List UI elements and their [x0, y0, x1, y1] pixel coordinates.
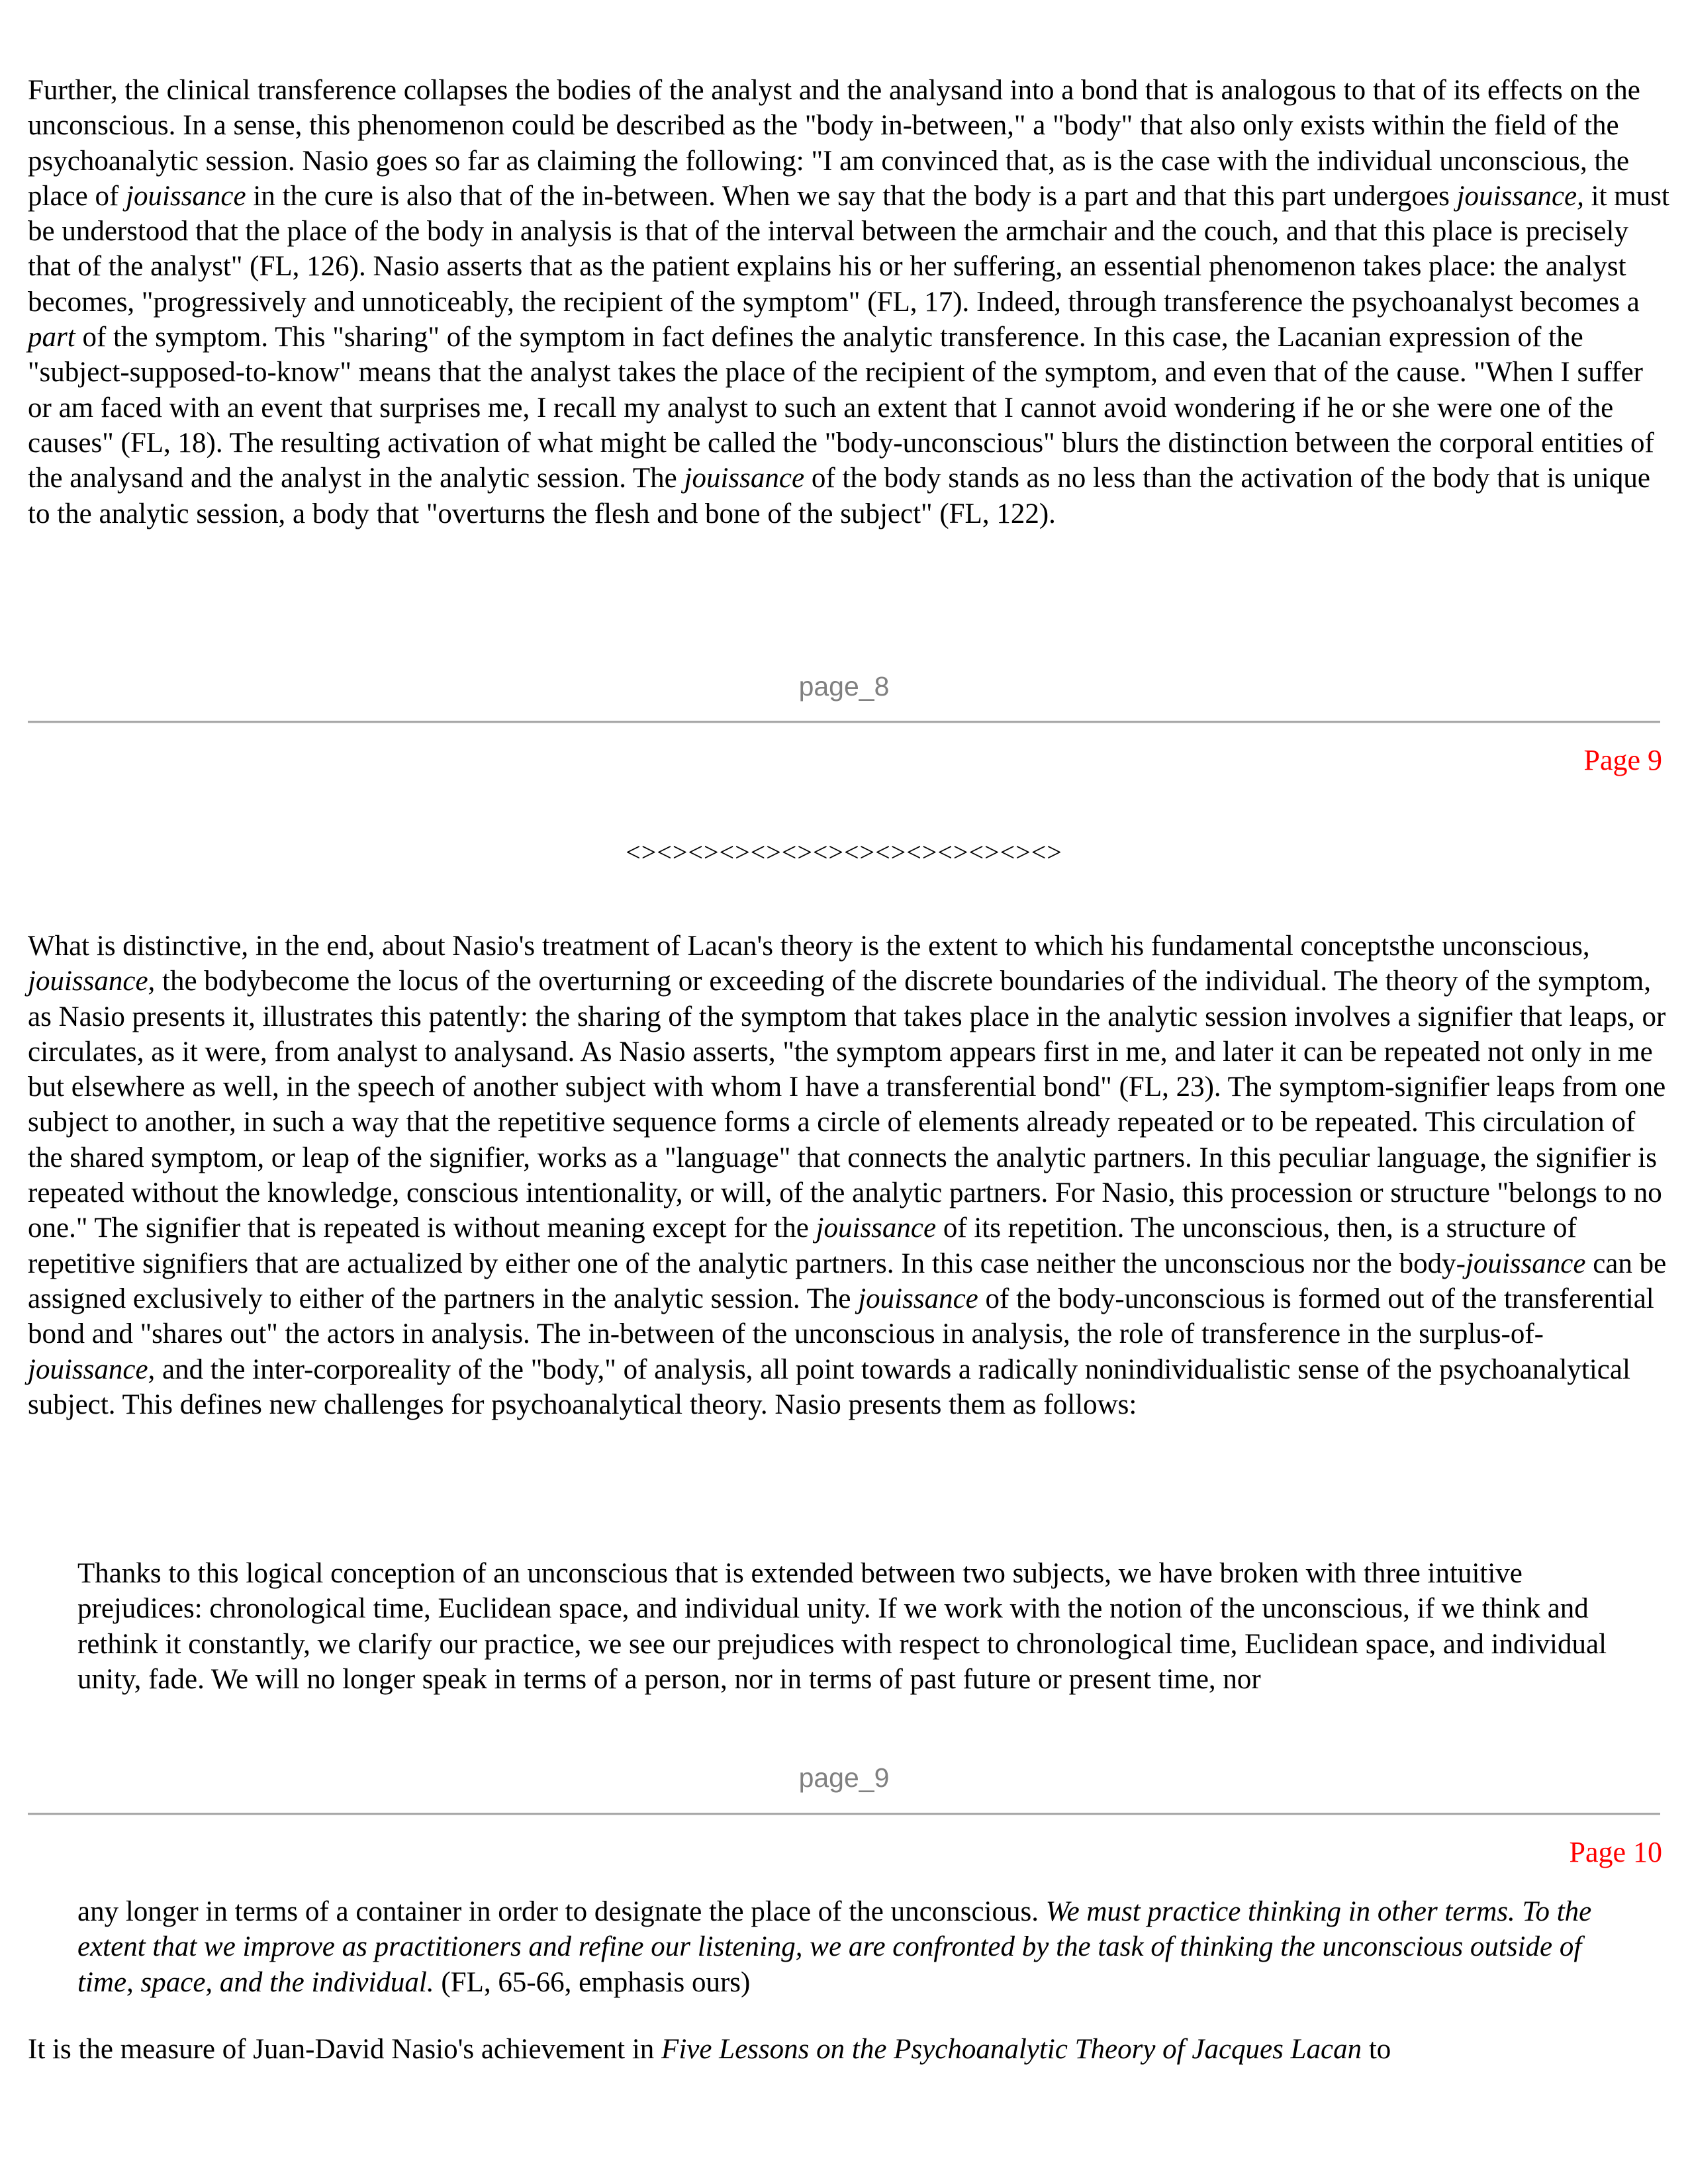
- page-marker: Page 9: [1583, 744, 1662, 776]
- text-run: It is the measure of Juan-David Nasio's achievement in: [28, 2034, 662, 2065]
- page-footer-label: page_9: [798, 1762, 890, 1793]
- italic-run: jouissance: [1465, 1248, 1586, 1279]
- block-quote-continued: [77, 1894, 1620, 2000]
- section-ornament: <><><><><><><><><><><><><><>: [626, 837, 1062, 867]
- text-run: of its repetition. The unconscious, then, is a structure of repetitive signifiers that are actualized by either one of the analytic partners. In this case neither the unconscious nor the body-: [28, 1212, 1577, 1279]
- italic-run: jouissance: [858, 1283, 978, 1314]
- page-marker: Page 10: [1569, 1836, 1662, 1868]
- text-run: the bodybecome the locus of the overturning or exceeding of the discrete boundaries of the individual. The theory of the symptom, as Nasio presents it, illustrates this patently: the sharing of the symptom that takes place in the analytic session involves a signifier that leaps, or circulates, as it were, from analyst to analysand. As Nasio asserts, "the symptom appears first in me, and later it can be repeated not only in me but elsewhere as well, in the speech of another subject with whom I have a transferential bond" (FL, 23). The symptom-signifier leaps from one subject to another, in such a way that the repetitive sequence forms a circle of elements already repeated or to be repeated. This circulation of the shared symptom, or leap of the signifier, works as a "language" that connects the analytic partners. In this peculiar language, the signifier is repeated without the knowledge, conscious intentionality, or will, of the analytic partners. For Nasio, this procession or structure "belongs to no one." The signifier that is repeated is without meaning except for the: [28, 966, 1666, 1244]
- italic-run: part: [28, 322, 75, 353]
- italic-run: jouissance,: [1456, 180, 1584, 212]
- text-run: of the body-unconscious is formed out of the transferential bond and "shares out" the actors in analysis. The in-between of the unconscious in analysis, the role of transference in the surplus-of-: [28, 1283, 1654, 1350]
- text-run: can be assigned exclusively to either of the partners in the analytic session. The: [28, 1248, 1667, 1314]
- text-run: and the inter-corporeality of the "body," of analysis, all point towards a radically nonindividualistic sense of the psychoanalytical subject. This defines new challenges for psychoanalytical theory. Nasio presents them as follows:: [28, 1353, 1630, 1420]
- text-run: What is distinctive, in the end, about Nasio's treatment of Lacan's theory is the extent to which his fundamental conceptsthe unconscious,: [28, 931, 1590, 962]
- block-quote: Thanks to this logical conception of an unconscious that is extended between two subjects, we have broken with three intuitive prejudices: chronological time, Euclidean space, and individual unity. If we work with the notion of the unconscious, if we think and rethink it constantly, we clarify our practice, we see our prejudices with respect to chronological time, Euclidean space, and individual unity, fade. We will no longer speak in terms of a person, nor in terms of past future or present time, nor: [77, 1558, 1607, 1695]
- italic-run: jouissance,: [28, 966, 156, 997]
- italic-run: We must practice thinking in other terms. To the extent that we improve as practitioners and refine our listening, we are confronted by the task of thinking the unconscious outside of time, space, and the individual.: [77, 1896, 1592, 1998]
- text-run: of the body stands as no less than the activation of the body that is unique to the analytic session, a body that "overturns the flesh and bone of the subject" (FL, 122).: [28, 463, 1650, 529]
- text-run: in the cure is also that of the in-between. When we say that the body is a part and that this part undergoes: [246, 180, 1457, 212]
- text-run: it must be understood that the place of the body in analysis is that of the interval between the armchair and the couch, and that this place is precisely that of the analyst" (FL, 126). Nasio asserts that as the patient explains his or her suffering, an essential phenomenon takes place: the analyst becomes, "progressively and unnoticeably, the recipient of the symptom" (FL, 17). Indeed, through transference the psychoanalyst becomes a: [28, 180, 1669, 318]
- paragraph-transference-body: [28, 73, 1669, 531]
- text-run: Further, the clinical transference collapses the bodies of the analyst and the analysand into a bond that is analogous to that of its effects on the unconscious. In a sense, this phenomenon could be described as the "body in-between," a "body" that also only exists within the field of the psychoanalytic session. Nasio goes so far as claiming the following: "I am convinced that, as is the case with the individual unconscious, the place of: [28, 75, 1640, 212]
- italic-run: jouissance,: [28, 1353, 156, 1385]
- paragraph-nasio-treatment: [28, 929, 1669, 1422]
- paragraph-closing: [28, 2032, 1669, 2067]
- text-run: to: [1362, 2034, 1391, 2065]
- text-run: of the symptom. This "sharing" of the symptom in fact defines the analytic transference. In this case, the Lacanian expression of the "subject-supposed-to-know" means that the analyst takes the place of the recipient of the symptom, and even that of the cause. "When I suffer or am faced with an event that surprises me, I recall my analyst to such an extent that I cannot avoid wondering if he or she were one of the causes" (FL, 18). The resulting activation of what might be called the "body-unconscious" blurs the distinction between the corporal entities of the analysand and the analyst in the analytic session. The: [28, 322, 1654, 494]
- italic-run: jouissance: [816, 1212, 937, 1244]
- book-title: Five Lessons on the Psychoanalytic Theory of Jacques Lacan: [661, 2034, 1362, 2065]
- italic-run: jouissance: [684, 463, 805, 494]
- italic-run: jouissance: [126, 180, 246, 212]
- text-run: any longer in terms of a container in order to designate the place of the unconscious.: [77, 1896, 1046, 1927]
- page-divider: [28, 1813, 1660, 1815]
- page-divider: [28, 721, 1660, 723]
- text-run: (FL, 65-66, emphasis ours): [434, 1966, 751, 1998]
- page-footer-label: page_8: [798, 671, 890, 702]
